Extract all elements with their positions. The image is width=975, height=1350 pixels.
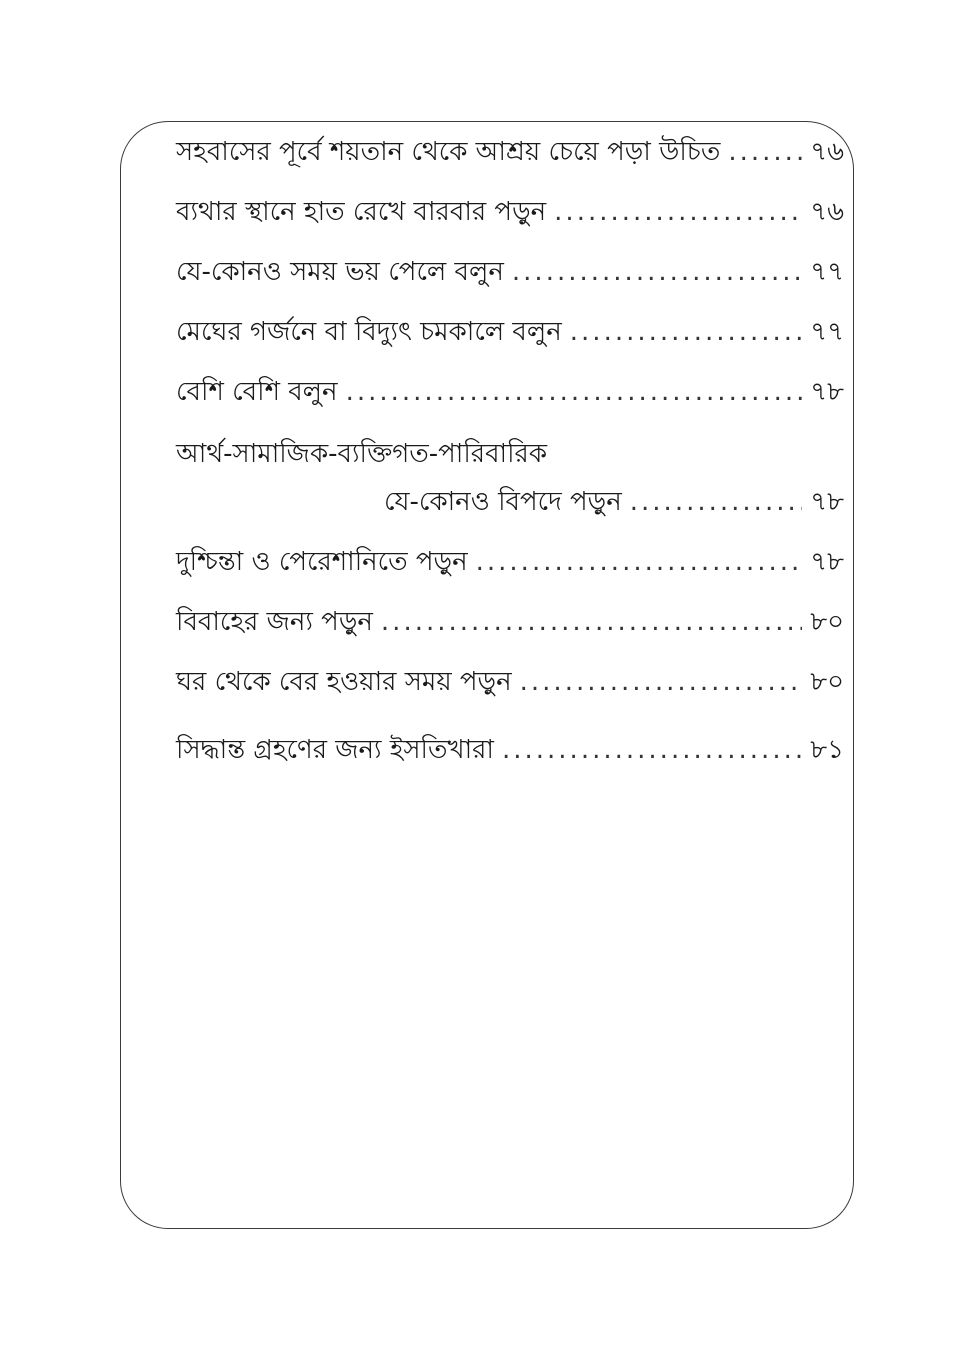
toc-entry-title: ঘর থেকে বের হওয়ার সময় পড়ুন [176,667,512,697]
toc-entry-page: ৭৮ [810,377,844,407]
toc-entry-title: সহবাসের পূর্বে শয়তান থেকে আশ্রয় চেয়ে পড়া উচিত [176,137,721,167]
dot-leader [728,132,802,172]
toc-entry-title: বেশি বেশি বলুন [176,377,338,407]
toc-entry-page: ৭৬ [810,137,844,167]
toc-entry-title: যে-কোনও সময় ভয় পেলে বলুন [176,257,504,287]
toc-entry-title: দুশ্চিন্তা ও পেরেশানিতে পড়ুন [176,547,468,577]
toc-entry-page: ৮০ [810,667,844,697]
dot-leader [512,252,802,292]
toc-entry-multiline[interactable] [176,434,844,522]
toc-entry-title: মেঘের গর্জনে বা বিদ্যুৎ চমকালে বলুন [176,317,562,347]
dot-leader [570,312,802,352]
toc-entry[interactable] [176,602,844,642]
toc-entry[interactable] [176,252,844,292]
table-of-contents [176,132,844,770]
dot-leader [502,730,802,770]
toc-entry-page: ৭৭ [810,257,844,287]
toc-entry[interactable] [176,192,844,232]
toc-entry[interactable] [176,542,844,582]
toc-entry[interactable] [176,662,844,702]
toc-entry[interactable] [176,312,844,352]
toc-entry[interactable] [176,132,844,172]
toc-entry-page: ৭৬ [810,197,844,227]
dot-leader [630,482,802,522]
toc-entry[interactable] [176,372,844,412]
toc-entry-title-line2: যে-কোনও বিপদে পড়ুন [384,487,622,517]
dot-leader [520,662,803,702]
dot-leader [346,372,803,412]
toc-entry-page: ৭৭ [810,317,844,347]
dot-leader [381,602,802,642]
toc-entry-title: বিবাহের জন্য পড়ুন [176,607,373,637]
toc-entry[interactable] [176,730,844,770]
toc-entry-page: ৮১ [810,735,844,765]
toc-entry-title-line1: আর্থ-সামাজিক-ব্যক্তিগত-পারিবারিক [176,439,548,469]
dot-leader [554,192,802,232]
toc-entry-page: ৮০ [810,607,844,637]
toc-entry-title: সিদ্ধান্ত গ্রহণের জন্য ইসতিখারা [176,735,494,765]
toc-entry-title: ব্যথার স্থানে হাত রেখে বারবার পড়ুন [176,197,547,227]
toc-entry-page: ৭৮ [810,547,844,577]
toc-entry-page: ৭৮ [810,487,844,517]
dot-leader [476,542,803,582]
